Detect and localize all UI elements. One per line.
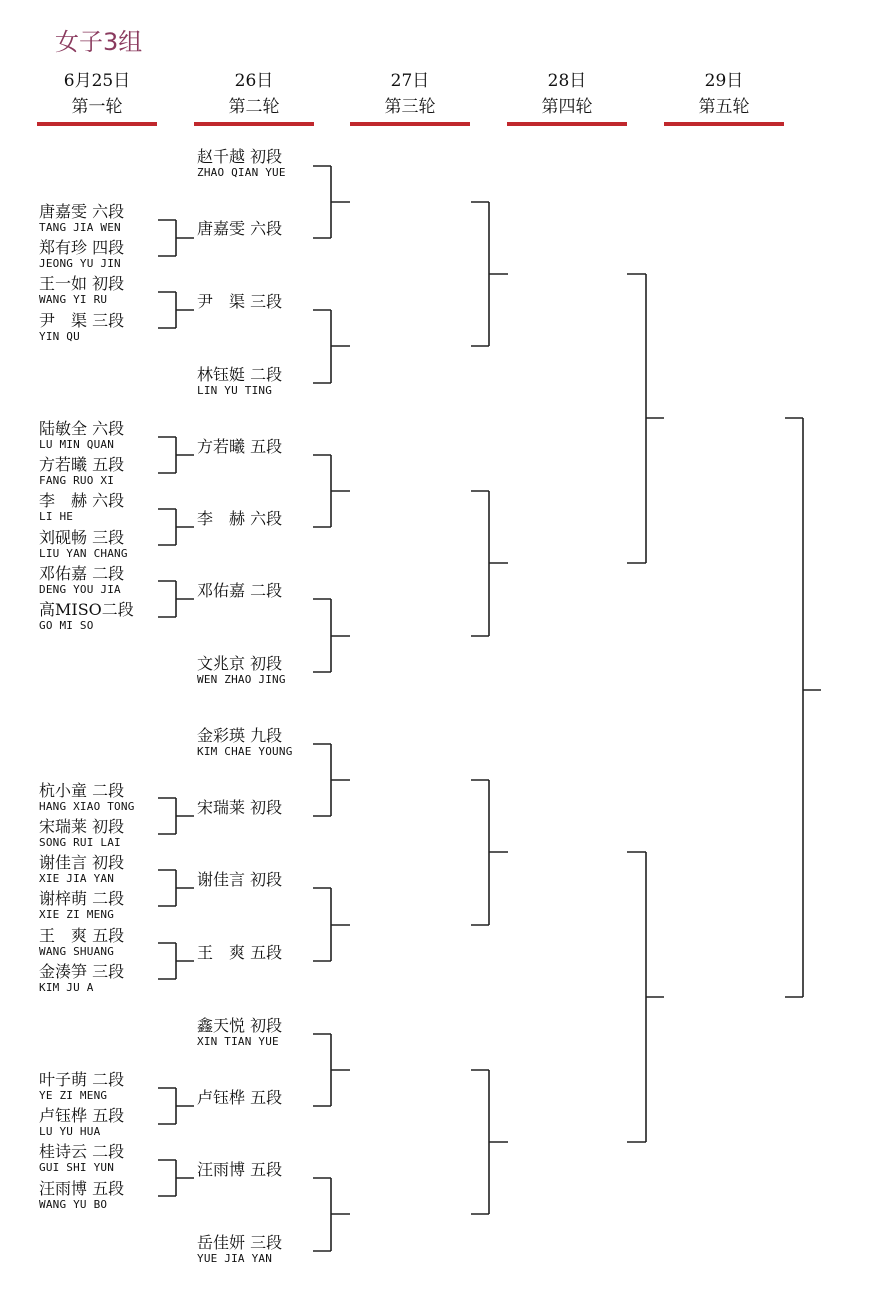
round-name: 第五轮 <box>698 97 750 117</box>
player-name-en: HANG XIAO TONG <box>39 800 135 813</box>
player-name-en: WANG SHUANG <box>39 945 115 958</box>
round-date: 26日 <box>234 71 274 91</box>
player-name-cn: 宋瑞莱 初段 <box>197 798 283 817</box>
player-name-cn: 汪雨博 五段 <box>197 1160 283 1179</box>
round4-brackets <box>627 274 664 1142</box>
player-name-cn: 卢钰桦 五段 <box>197 1088 283 1107</box>
player-name-cn: 方若曦 五段 <box>39 455 125 474</box>
player-name-cn: 金彩瑛 九段 <box>197 726 283 745</box>
player-name-en: KIM CHAE YOUNG <box>197 745 293 758</box>
player-name-cn: 唐嘉雯 六段 <box>197 219 283 238</box>
player-name-cn: 李 赫 六段 <box>197 509 283 528</box>
player-name-cn: 刘砚畅 三段 <box>39 528 125 547</box>
player-name-en: KIM JU A <box>39 981 94 994</box>
player-name-cn: 谢佳言 初段 <box>39 853 125 872</box>
player-name-cn: 郑有珍 四段 <box>39 238 125 257</box>
player-name-cn: 方若曦 五段 <box>197 437 283 456</box>
player-name-cn: 谢佳言 初段 <box>197 870 283 889</box>
player-name-cn: 李 赫 六段 <box>39 491 125 510</box>
player-name-cn: 宋瑞莱 初段 <box>39 817 125 836</box>
player-name-cn: 文兆京 初段 <box>197 654 283 673</box>
player-name-en: YUE JIA YAN <box>197 1252 273 1265</box>
round-name: 第四轮 <box>541 97 593 117</box>
player-name-cn: 陆敏全 六段 <box>39 419 125 438</box>
player-name-en: LIU YAN CHANG <box>39 547 128 560</box>
player-name-cn: 赵千越 初段 <box>197 147 283 166</box>
player-name-cn: 王 爽 五段 <box>197 943 283 962</box>
player-name-en: TANG JIA WEN <box>39 221 121 234</box>
round5-bracket <box>785 418 821 997</box>
player-name-en: LI HE <box>39 510 74 523</box>
player-name-cn: 唐嘉雯 六段 <box>39 202 125 221</box>
player-name-cn: 高MISO二段 <box>39 600 134 619</box>
player-name-cn: 卢钰桦 五段 <box>39 1106 125 1125</box>
player-name-cn: 叶子萌 二段 <box>39 1070 125 1089</box>
player-name-cn: 谢梓萌 二段 <box>39 889 125 908</box>
player-name-en: ZHAO QIAN YUE <box>197 166 286 179</box>
round-date: 6月25日 <box>63 71 131 91</box>
round1-brackets <box>158 220 194 1196</box>
player-name-cn: 王 爽 五段 <box>39 926 125 945</box>
player-name-cn: 鑫天悦 初段 <box>197 1016 283 1035</box>
player-name-cn: 岳佳妍 三段 <box>197 1233 283 1252</box>
round-date: 28日 <box>547 71 587 91</box>
player-name-cn: 汪雨博 五段 <box>39 1179 125 1198</box>
player-name-en: SONG RUI LAI <box>39 836 121 849</box>
player-name-cn: 邓佑嘉 二段 <box>197 581 283 600</box>
player-name-en: LU YU HUA <box>39 1125 101 1138</box>
player-name-en: DENG YOU JIA <box>39 583 121 596</box>
player-name-cn: 邓佑嘉 二段 <box>39 564 125 583</box>
player-name-cn: 尹 渠 三段 <box>197 292 283 311</box>
round2-brackets <box>313 166 350 1251</box>
player-name-en: YE ZI MENG <box>39 1089 108 1102</box>
round-date: 29日 <box>704 71 744 91</box>
player-name-en: FANG RUO XI <box>39 474 115 487</box>
player-name-cn: 桂诗云 二段 <box>39 1142 125 1161</box>
player-name-en: WANG YI RU <box>39 293 108 306</box>
player-name-en: GO MI SO <box>39 619 94 632</box>
player-name-cn: 金湊笋 三段 <box>39 962 125 981</box>
round-name: 第二轮 <box>228 97 280 117</box>
round-name: 第一轮 <box>71 97 123 117</box>
round3-brackets <box>471 202 508 1214</box>
round-date: 27日 <box>390 71 430 91</box>
player-name-en: LIN YU TING <box>197 384 273 397</box>
player-name-en: GUI SHI YUN <box>39 1161 115 1174</box>
page-title: 女子3组 <box>55 28 143 56</box>
round-name: 第三轮 <box>384 97 436 117</box>
player-name-en: LU MIN QUAN <box>39 438 115 451</box>
player-name-en: XIN TIAN YUE <box>197 1035 279 1048</box>
player-name-en: XIE ZI MENG <box>39 908 115 921</box>
player-name-cn: 杭小童 二段 <box>39 781 125 800</box>
player-name-en: XIE JIA YAN <box>39 872 115 885</box>
player-name-cn: 林钰娗 二段 <box>197 365 283 384</box>
player-name-en: WANG YU BO <box>39 1198 108 1211</box>
player-name-en: YIN QU <box>39 330 80 343</box>
player-name-cn: 尹 渠 三段 <box>39 311 125 330</box>
player-name-cn: 王一如 初段 <box>39 274 125 293</box>
player-name-en: JEONG YU JIN <box>39 257 121 270</box>
player-name-en: WEN ZHAO JING <box>197 673 286 686</box>
